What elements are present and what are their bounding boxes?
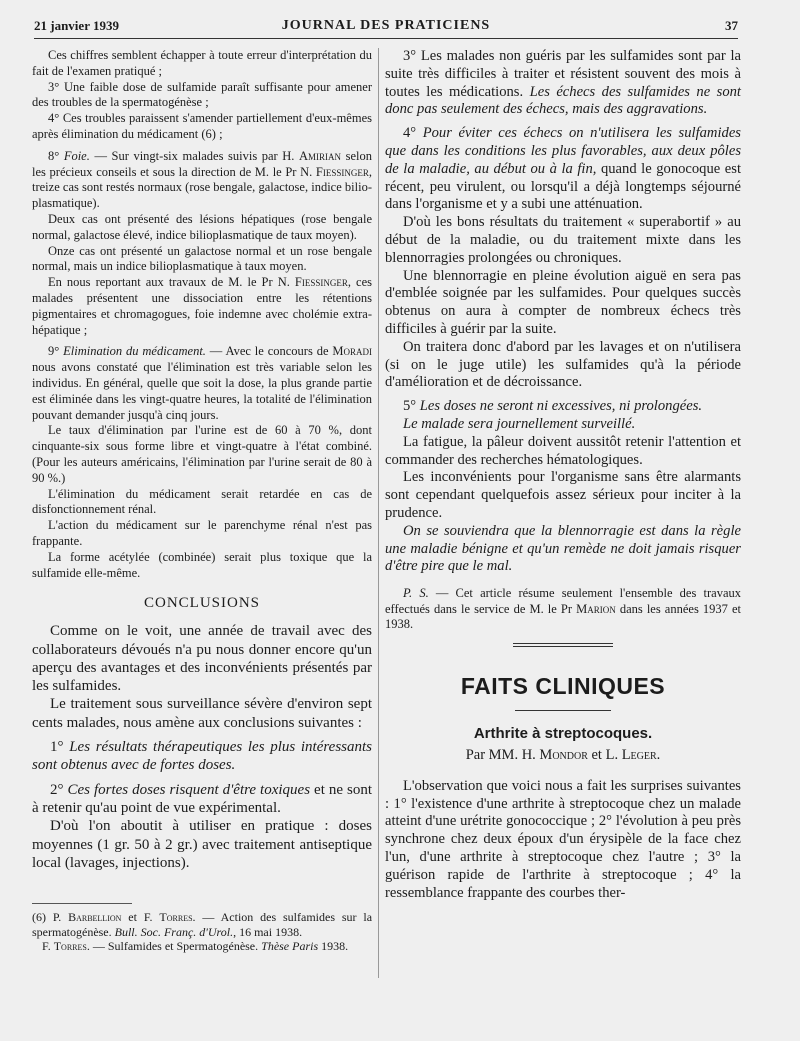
conclusion-item: 2° Ces fortes doses risquent d'être toxiques et ne sont à retenir qu'au point de vue expérimental. [32,781,372,816]
paragraph: 4° Ces troubles paraissent s'amender partiellement d'eux-mêmes après élimination du médicament (6) ; [32,111,372,141]
conclusion-item: 1° Les résultats thérapeutiques les plus intéressants sont obtenus avec de fortes doses. [32,739,372,774]
paragraph: D'où les bons résultats du traitement « superabortif » au début de la maladie, ou du traitement mixte dans les blennorragies prolongées ou chroniques. [385,214,741,266]
paragraph: L'élimination du médicament serait retardée en cas de disfonctionnement rénal. [32,486,372,517]
footnote: F. Torres. — Sulfamides et Spermatogénèse. Thèse Paris 1938. [42,939,349,953]
paragraph: On se souviendra que la blennorragie est dans la règle une maladie bénigne et qu'un remède ne doit jamais risquer d'être pire que le mal. [385,522,741,575]
paragraph: 5° Les doses ne seront ni excessives, ni prolongées. [403,398,703,415]
conclusions-heading: CONCLUSIONS [143,595,260,612]
article-title: Arthrite à streptocoques. [473,724,653,742]
paragraph: Deux cas ont présenté des lésions hépatiques (rose bengale normal, galactose élevé, indice bilioplasmatique de taux moyen). [32,211,372,242]
section-double-rule [513,643,613,647]
article-authors: Par MM. H. Mondor et L. Leger. [465,746,661,763]
footnote: (6) P. Barbellion et F. Torres. — Action des sulfamides sur la spermatogénèse. Bull. Soc. Franç. d'Urol., 16 mai 1938. [32,910,373,939]
paragraph: Le malade sera journellement surveillé. [403,415,636,432]
paragraph-elimination: 9° Elimination du médicament. — Avec le concours de Moradi nous avons constaté que l'élimination est très variable selon les individus. En général, quelle que soit la dose, la plus grande partie est éliminée dans les vingt-quatre heures, la totalité de l'élimination pouvant demander jusqu'à cinq jours. [32,344,372,422]
faits-cliniques-heading: FAITS CLINIQUES [460,672,666,699]
page-number: 37 [725,18,738,33]
paragraph: On traitera donc d'abord par les lavages et on n'utilisera (si on le juge utile) les sulfamides qu'à la période d'amélioration et de décroissance. [385,338,741,391]
heading-rule [515,710,611,711]
paragraph: L'observation que voici nous a fait les surprises suivantes : 1° l'existence d'une arthrite à streptocoque chez un malade atteint d'une urétrite gonococcique ; 2° l'évolution à peu près synchrone chez deux époux d'un érysipèle de la face chez l'un, d'une arthrite à streptocoque chez l'autre ; 3° la guérison rapide de l'arthrite à streptocoque ; 4° la ressemblance frappante des courbes ther- [385,777,741,901]
footnotes [32,903,372,954]
paragraph: Le traitement sous surveillance sévère d'environ sept cents malades, nous amène aux conclusions suivantes : [32,696,372,731]
paragraph: 3° Une faible dose de sulfamide paraît suffisante pour amener des troubles de la spermatogénèse ; [32,79,372,110]
paragraph: Ces chiffres semblent échapper à toute erreur d'interprétation du fait de l'examen pratiqué ; [32,48,372,78]
paragraph: En nous reportant aux travaux de M. le Pr N. Fiessinger, ces malades présentent une dissociation entre les rétentions pigmentaires et chromagogues, foie indemne avec cholémie extra-hépatique ; [32,275,372,337]
paragraph: Une blennorragie en pleine évolution aiguë en sera pas d'emblée soignée par les sulfamides. Pour quelques succès obtenus on aura à compter de nombreux échecs très difficiles à guérir par la suite. [385,267,741,337]
paragraph: 4° Pour éviter ces échecs on n'utilisera les sulfamides que dans les conditions les plus favorables, aux deux pôles de la maladie, au début ou à la fin, quand le gonocoque est récent, peu virulent, ou lorsqu'il a déjà longtemps séjourné dans l'organisme et y a subi une atténuation. [385,125,742,213]
paragraph: Le taux d'élimination par l'urine est de 60 à 70 %, dont cinquante-six sous forme libre et vingt-quatre à l'état combiné. (Pour les auteurs américains, l'élimination par l'urine serait de 80 à 90 %.) [32,423,372,485]
column-divider [378,48,379,978]
paragraph: 3° Les malades non guéris par les sulfamides sont par la suite très difficiles à traiter et résistent souvent des mois à toutes les médications. Les échecs des sulfamides ne sont donc pas seulement des échecs, mais des aggravations. [385,48,741,118]
footnote-rule [32,903,132,904]
postscript: P. S. — Cet article résume seulement l'ensemble des travaux effectués dans le service de M. le Pr Marion dans les années 1937 et 1938. [385,586,742,632]
page-header [34,16,738,39]
right-column [385,48,741,902]
paragraph: D'où l'on aboutit à utiliser en pratique : doses moyennes (1 gr. 50 à 2 gr.) avec traitement antiseptique local (lavages, injections). [32,818,372,871]
paragraph-foie: 8° Foie. — Sur vingt-six malades suivis par H. Amirian selon les précieux conseils et sous la direction de M. le Pr N. Fiessinger, treize cas sont restés normaux (rose bengale, galactose, indice bilio-plasmatique). [32,148,373,211]
paragraph: Les inconvénients pour l'organisme sans être alarmants sont cependant quelquefois assez sérieux pour inciter à la prudence. [385,469,741,521]
paragraph: La forme acétylée (combinée) serait plus toxique que la sulfamide elle-même. [32,549,372,580]
paragraph: Onze cas ont présenté un galactose normal et un rose bengale normal, mais un indice bilioplasmatique à taux moyen. [32,243,372,274]
left-small-text [32,48,372,581]
paragraph: Comme on le voit, une année de travail avec des collaborateurs dévoués n'a pu nous donner encore qu'un aperçu des avantages et des inconvénients présentés par les sulfamides. [32,623,372,695]
paragraph: La fatigue, la pâleur doivent aussitôt retenir l'attention et commander des recherches hématologiques. [385,433,741,468]
left-column [32,48,372,872]
paragraph: L'action du médicament sur le parenchyme rénal n'est pas frappante. [32,518,372,548]
journal-title: JOURNAL DES PRATICIENS [281,18,491,33]
conclusions-text [32,622,372,872]
header-date: 21 janvier 1939 [34,18,119,33]
